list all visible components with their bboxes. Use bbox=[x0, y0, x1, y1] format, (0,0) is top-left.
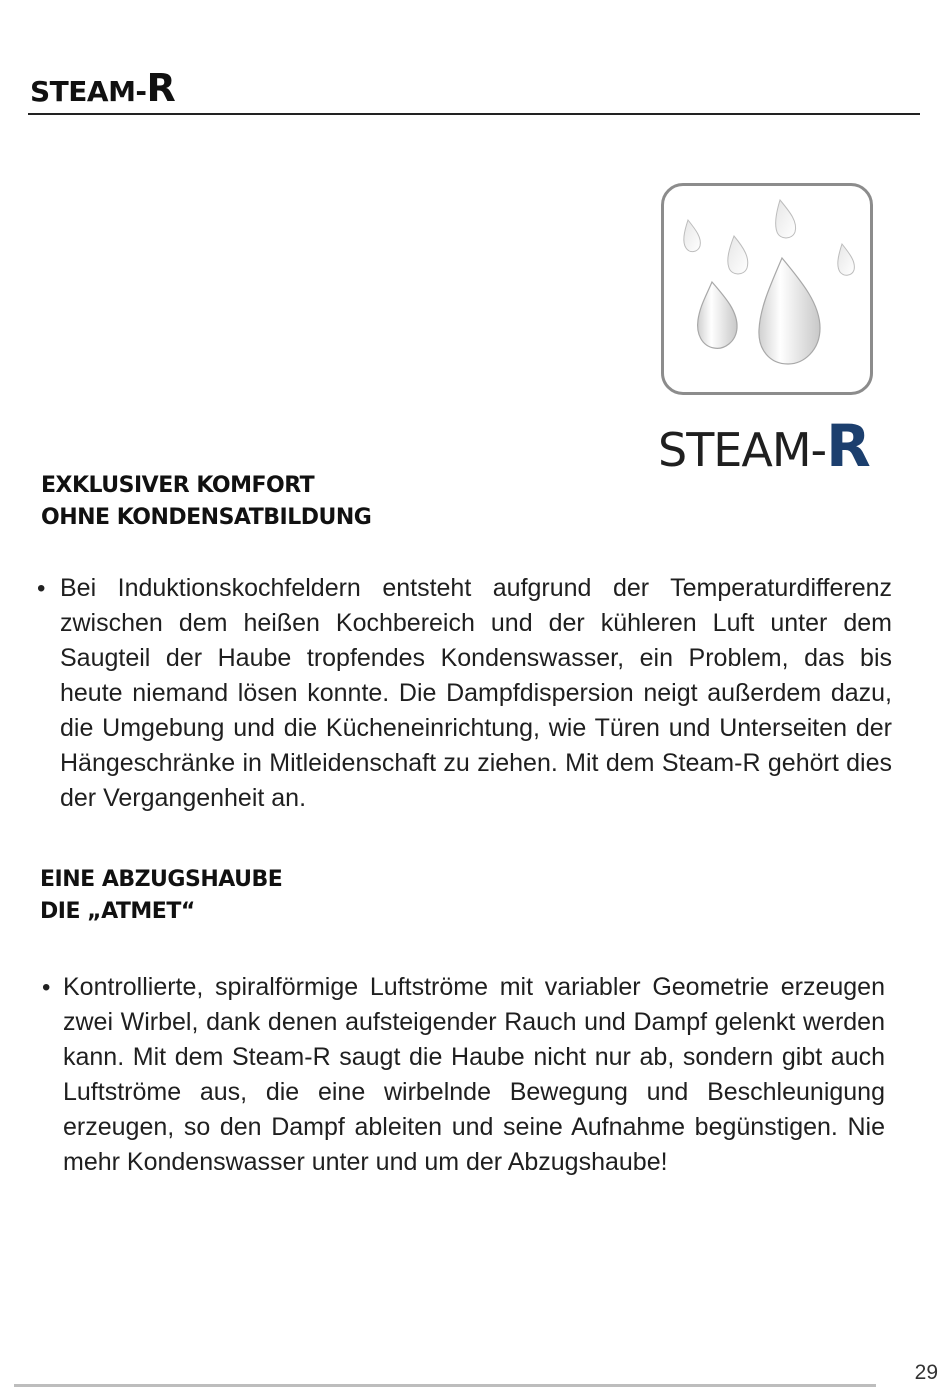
header-title-main: STEAM- bbox=[30, 75, 147, 108]
droplet-large-center bbox=[759, 258, 820, 364]
droplet-small-2 bbox=[728, 236, 748, 274]
logo-text-r: R bbox=[826, 412, 870, 480]
heading-line: DIE „ATMET“ bbox=[40, 899, 195, 924]
page-header-title bbox=[30, 66, 175, 110]
droplet-small-3 bbox=[776, 200, 796, 238]
header-title-r: R bbox=[146, 66, 176, 110]
footer-divider bbox=[14, 1384, 876, 1387]
steam-r-logo-text bbox=[658, 412, 870, 480]
droplet-small-1 bbox=[684, 220, 701, 252]
steam-r-logo-box bbox=[661, 183, 873, 395]
header-divider bbox=[28, 113, 920, 115]
heading-line: EXKLUSIVER KOMFORT bbox=[41, 473, 315, 498]
section-heading-comfort bbox=[41, 470, 371, 534]
bullet-marker: • bbox=[42, 974, 51, 1001]
page-number: 29 bbox=[914, 1361, 938, 1384]
droplet-small-4 bbox=[838, 244, 855, 275]
heading-line: EINE ABZUGSHAUBE bbox=[40, 867, 283, 892]
heading-line: OHNE KONDENSATBILDUNG bbox=[41, 505, 372, 530]
droplet-large-left bbox=[698, 282, 737, 348]
steam-droplets-icon bbox=[664, 186, 870, 392]
section-body-comfort: Bei Induktionskochfeldern entsteht aufgrund der Temperaturdifferenz zwischen dem heißen Kochbereich und der kühleren Luft unter dem Saugteil der Haube tropfendes Kondenswasser, ein Problem, das bis heute niemand lösen konnte. Die Dampfdispersion neigt außerdem dazu, die Umgebung und die Kücheneinrichtung, wie Türen und Unterseiten der Hängeschränke in Mitleidenschaft zu ziehen. Mit dem Steam-R gehört dies der Vergangenheit an. bbox=[60, 574, 892, 812]
bullet-marker: • bbox=[37, 575, 46, 602]
logo-text-main: STEAM- bbox=[658, 423, 827, 477]
section-heading-breathing-hood bbox=[40, 864, 282, 928]
section-body-breathing-hood: Kontrollierte, spiralförmige Luftströme mit variabler Geometrie erzeugen zwei Wirbel, dank denen aufsteigender Rauch und Dampf gelenkt werden kann. Mit dem Steam-R saugt die Haube nicht nur ab, sondern gibt auch Luftströme aus, die eine wirbelnde Bewegung und Beschleunigung erzeugen, so den Dampf ableiten und seine Aufnahme begünstigen. Nie mehr Kondenswasser unter und um der Abzugshaube! bbox=[63, 973, 885, 1176]
